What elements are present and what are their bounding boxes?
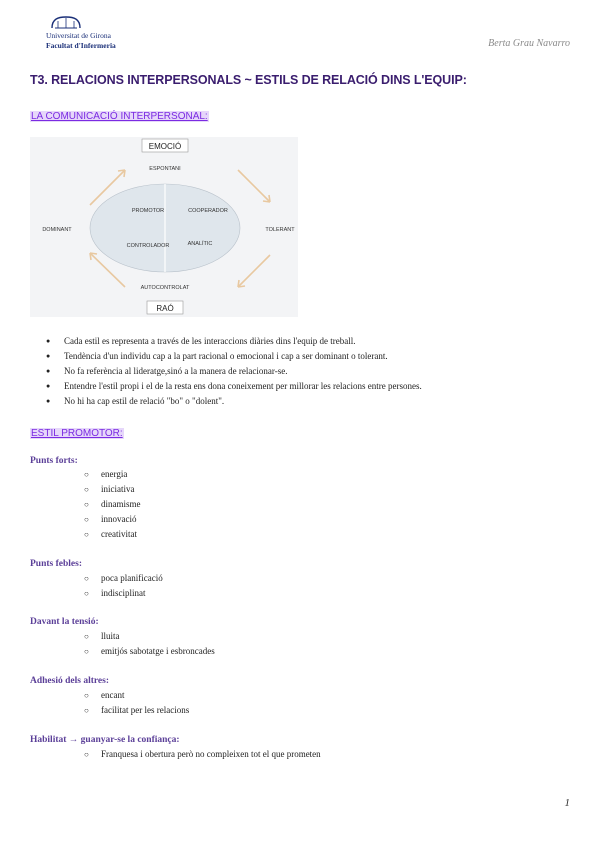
section-heading-communication: LA COMUNICACIÓ INTERPERSONAL:	[31, 111, 208, 122]
list-item: ○ Franquesa i obertura però no compleixen tot el que prometen	[84, 747, 321, 762]
spontaneous-label: ESPONTANI	[149, 166, 181, 172]
list-item: ○ iniciativa	[84, 482, 141, 497]
self-controlled-label: AUTOCONTROLAT	[140, 285, 190, 291]
tension-list	[84, 629, 215, 659]
strengths-list	[84, 467, 141, 542]
list-item: ○ encant	[84, 688, 189, 703]
section-heading-promoter: ESTIL PROMOTOR:	[31, 428, 123, 439]
list-item: ○ energia	[84, 467, 141, 482]
adhesion-heading: Adhesió dels altres:	[30, 676, 109, 686]
list-item: ○ emitjós sabotatge i esbroncades	[84, 644, 215, 659]
author-name: Berta Grau Navarro	[488, 38, 570, 49]
promoter-quadrant: PROMOTOR	[131, 208, 165, 214]
weaknesses-list	[84, 571, 163, 601]
page-number: 1	[564, 797, 570, 809]
weaknesses-heading: Punts febles:	[30, 559, 82, 569]
reason-label: RAÓ	[156, 304, 174, 313]
list-item: ○ dinamisme	[84, 497, 141, 512]
relationship-styles-diagram	[30, 137, 298, 317]
list-item: ○ poca planificació	[84, 571, 163, 586]
skill-heading: Habilitat → guanyar-se la confiança:	[30, 735, 180, 745]
faculty-name: Facultat d'Infermeria	[46, 41, 116, 50]
tension-heading: Davant la tensió:	[30, 617, 99, 627]
list-item: ○ lluita	[84, 629, 215, 644]
university-name: Universitat de Girona	[46, 31, 111, 40]
communication-bullets	[46, 334, 422, 409]
tolerant-label: TOLERANT	[265, 227, 295, 233]
skill-list	[84, 747, 321, 762]
controller-quadrant: CONTROLADOR	[126, 243, 170, 249]
list-item: ● No hi ha cap estil de relació "bo" o "dolent".	[46, 394, 422, 409]
emotion-label: EMOCIÓ	[148, 142, 182, 151]
analytic-quadrant: ANALÍTIC	[187, 241, 213, 247]
strengths-heading: Punts forts:	[30, 456, 78, 466]
list-item: ● Cada estil es representa a través de les interaccions diàries dins l'equip de treball.	[46, 334, 422, 349]
list-item: ● No fa referència al lideratge,sinó a la manera de relacionar-se.	[46, 364, 422, 379]
university-logo	[46, 16, 146, 30]
cooperator-quadrant: COOPERADOR	[188, 208, 228, 214]
list-item: ○ facilitat per les relacions	[84, 703, 189, 718]
list-item: ● Tendència d'un individu cap a la part racional o emocional i cap a ser dominant o tolerant.	[46, 349, 422, 364]
list-item: ○ innovació	[84, 512, 141, 527]
dominant-label: DOMINANT	[42, 227, 72, 233]
page-title: T3. RELACIONS INTERPERSONALS ~ ESTILS DE RELACIÓ DINS L'EQUIP:	[30, 73, 467, 87]
list-item: ○ indisciplinat	[84, 586, 163, 601]
list-item: ● Entendre l'estil propi i el de la resta ens dona coneixement per millorar les relacions entre persones.	[46, 379, 422, 394]
list-item: ○ creativitat	[84, 527, 141, 542]
adhesion-list	[84, 688, 189, 718]
